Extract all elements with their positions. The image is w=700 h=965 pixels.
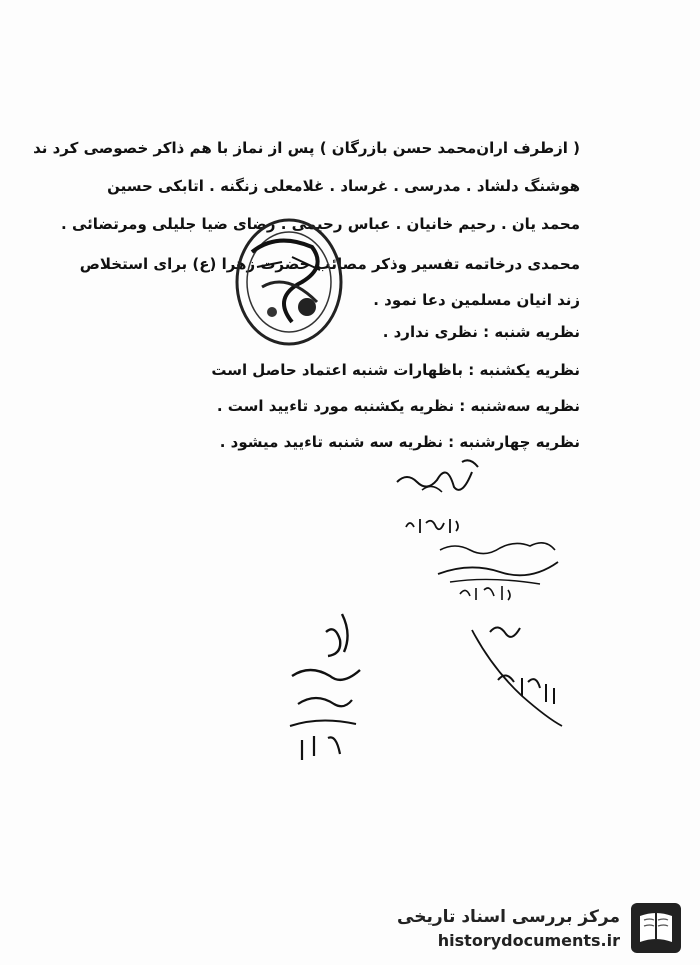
site-watermark xyxy=(397,906,620,952)
text-line-1: ( ازطرف اران‌محمد حسن بازرگان ) پس از نماز با هم ذاکر خصوصی کرد ند xyxy=(33,139,580,157)
text-line-5: زند انیان مسلمین دعا نمود . xyxy=(373,291,580,309)
handwritten-annotation-left xyxy=(280,604,370,766)
site-url: historydocuments.ir xyxy=(437,931,620,950)
text-line-9: نظریه چهارشنبه : نظریه سه شنبه تاءیید میشود . xyxy=(219,433,580,451)
text-line-2: هوشنگ دلشاد . مدرسی . غرساد . غلامعلی زنگنه . اتابکی حسین xyxy=(107,177,580,195)
handwritten-annotation-right xyxy=(462,618,572,730)
text-line-8: نظریه سه‌شنبه : نظریه یکشنبه مورد تاءیید است . xyxy=(216,397,580,415)
text-line-6: نظریه شنبه : نظری ندارد . xyxy=(382,323,580,341)
site-name: مرکز بررسی اسناد تاریخی xyxy=(397,907,620,927)
handwritten-date-2 xyxy=(456,582,516,606)
text-line-3: محمد یان . رحیم خانیان . عباس رحیمی . رضای ضیا جلیلی ومرتضائی . xyxy=(61,215,580,233)
text-line-7: نظریه یکشنبه : باظهارات شنبه اعتماد حاصل است xyxy=(211,361,580,379)
handwritten-signature-1 xyxy=(392,452,482,504)
text-line-4: محمدی درخاتمه تفسیر وذکر مصائب حضرت زهرا (ع) برای استخلاص xyxy=(79,255,580,273)
book-logo-icon xyxy=(630,902,682,954)
ink-stamp xyxy=(232,212,347,347)
